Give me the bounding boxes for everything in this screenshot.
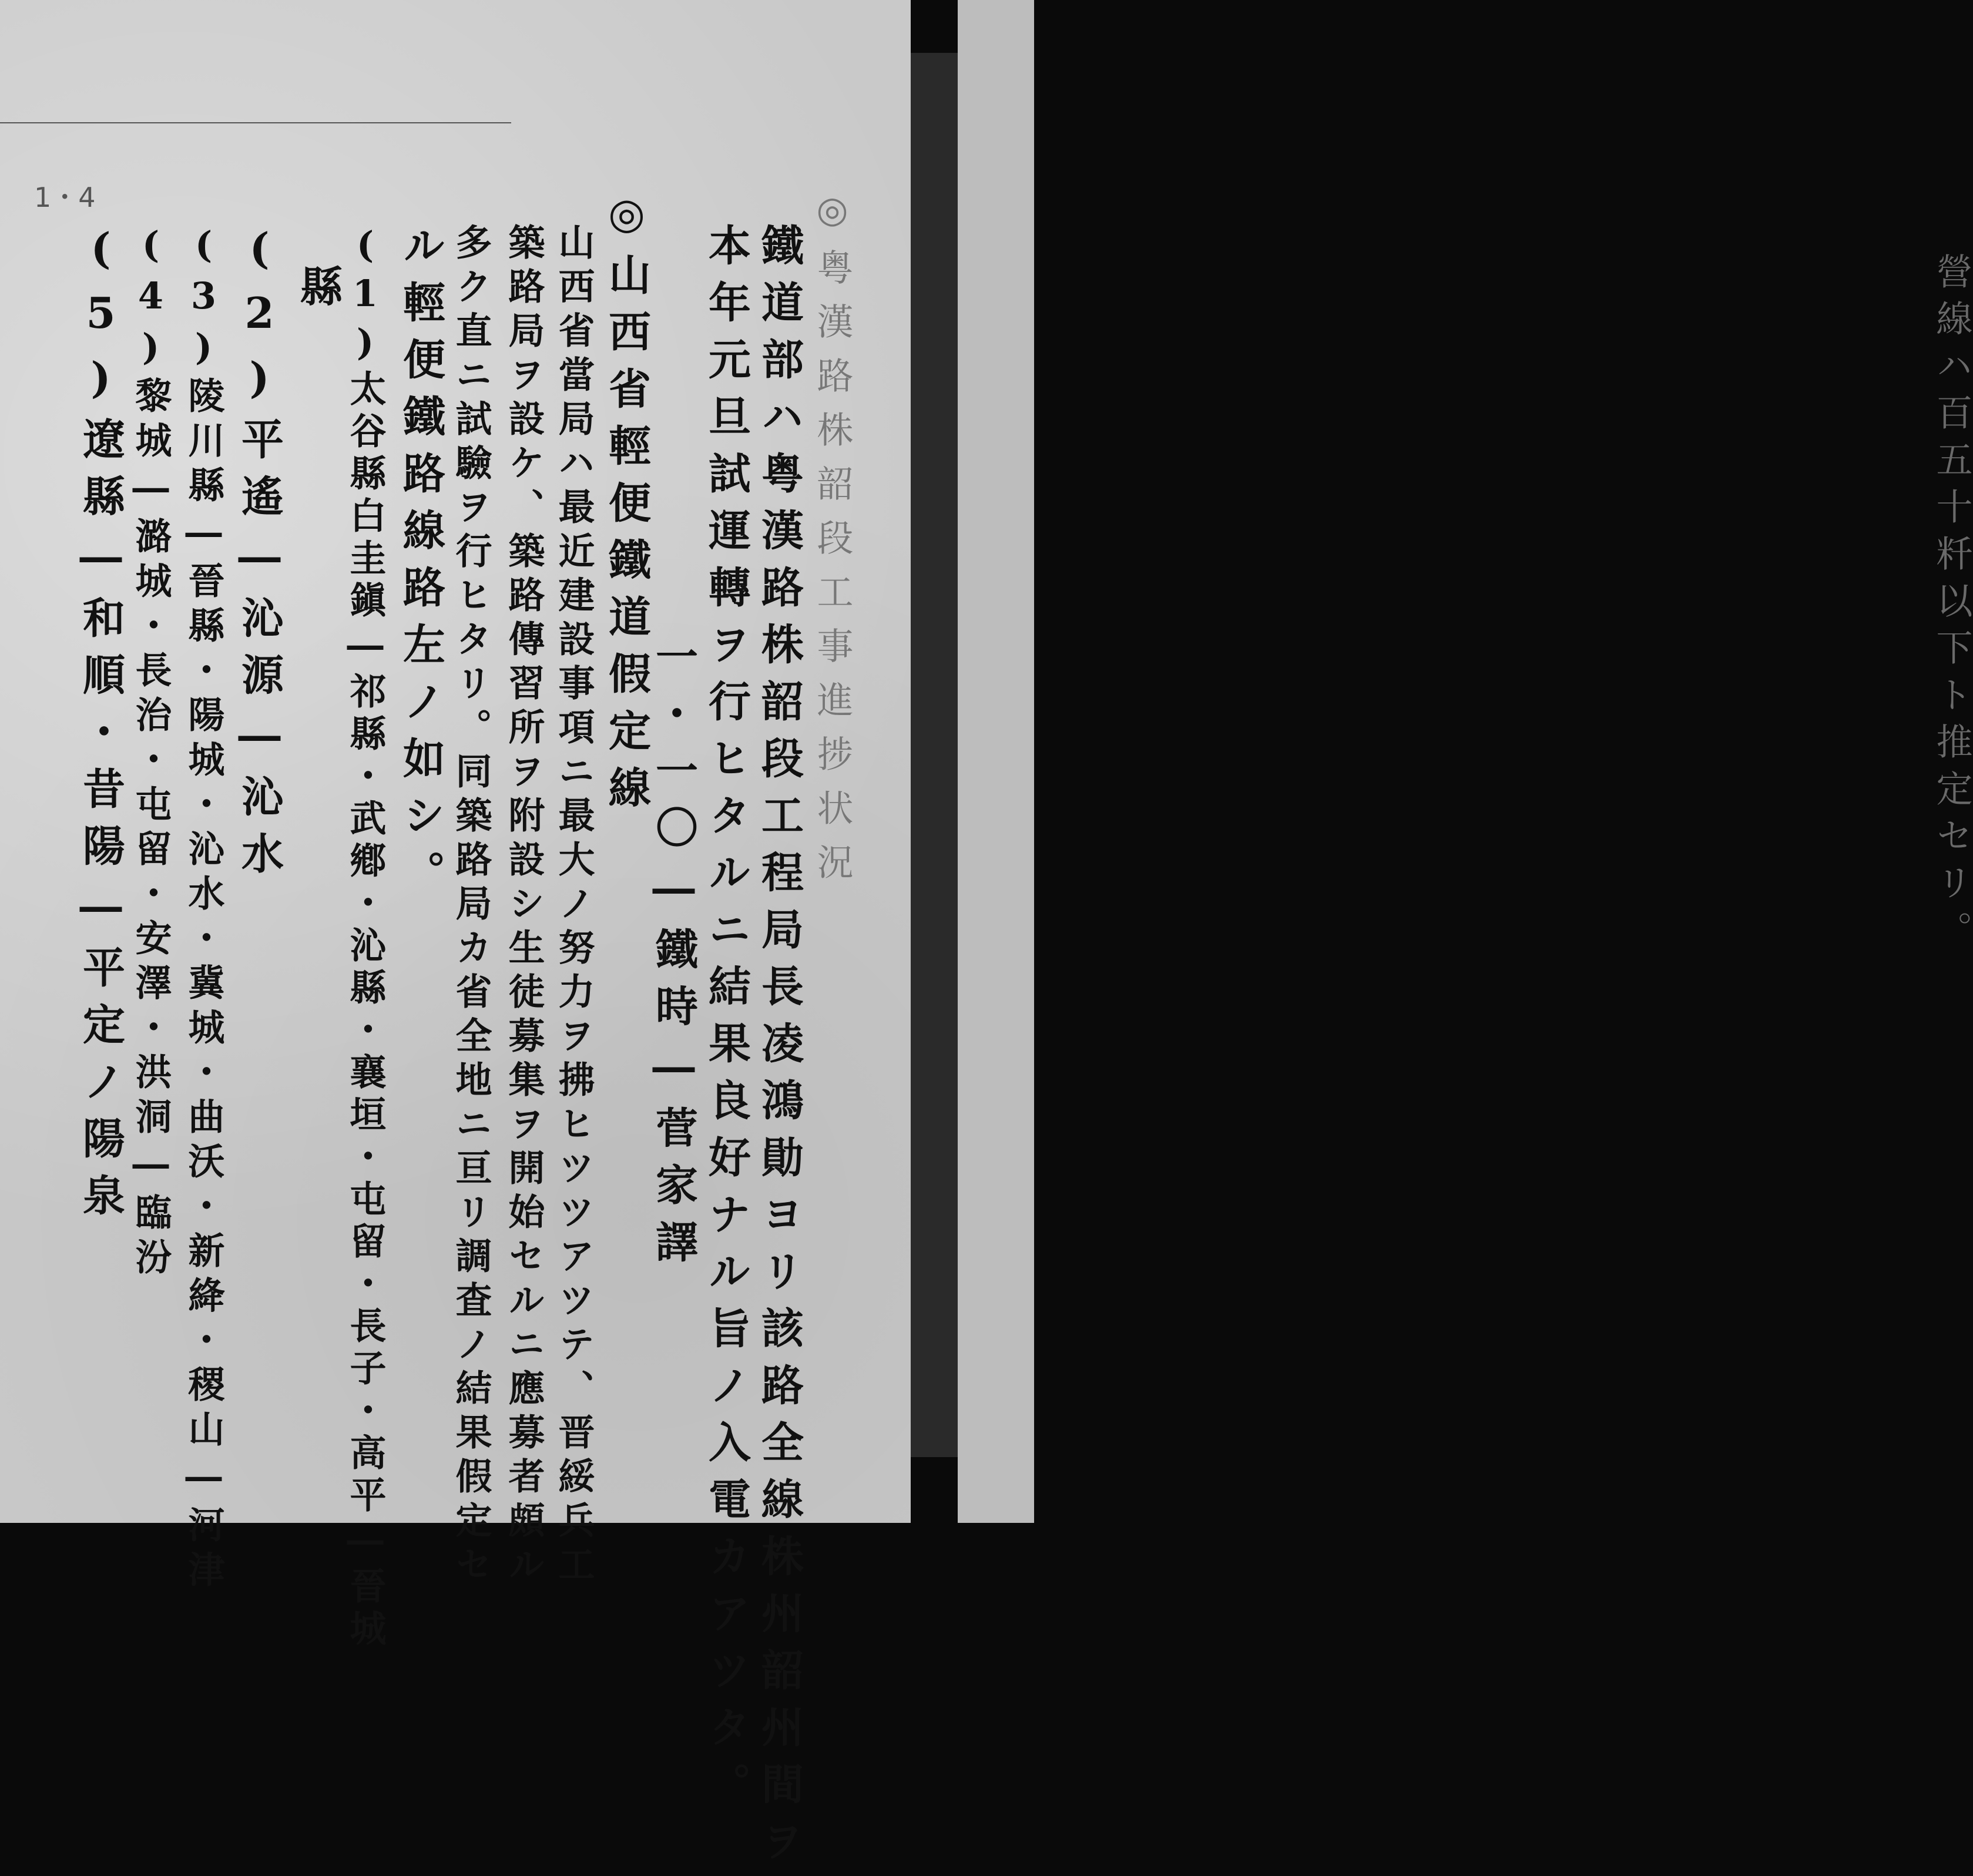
route-1: (1)太谷縣白圭鎭―祁縣・武鄕・沁縣・襄垣・屯留・長子・高平―晉城: [344, 223, 387, 1652]
article-2-line-3: 多ク直ニ試驗ヲ行ヒタリ。同築路局カ省全地ニ亘リ調査ノ結果假定セ: [449, 223, 492, 1589]
document-page: [0, 0, 911, 1876]
route-1-continued: 縣: [293, 264, 343, 321]
article-heading-1: ◎粤漢路株韶段工事進捗状況: [811, 188, 854, 897]
article-1-line-2: 本年元旦試運轉ヲ行ヒタルニ結果良好ナル旨ノ入電カアツタ。: [702, 223, 751, 1819]
article-2-line-4: ル輕便鐵路線路左ノ如シ。: [396, 223, 446, 907]
article-2-line-1: 山西省當局ハ最近建設事項ニ最大ノ努力ヲ拂ヒツツアツテ、晋綏兵工: [552, 223, 595, 1589]
page-number: 1・4: [34, 182, 96, 213]
route-3: (3)陵川縣―晉縣・陽城・沁水・冀城・曲沃・新絳・稷山―河津: [182, 223, 225, 1595]
adjacent-page-text: 營線ハ百五十粁以下ト推定セリ。: [1930, 253, 1973, 958]
book-gutter: [911, 53, 958, 1457]
article-2-line-2: 築路局ヲ設ケ、築路傳習所ヲ附設シ生徒募集ヲ開始セルニ應募者頗ル: [502, 223, 545, 1589]
route-4: (4)黎城―潞城・長治・屯留・安澤・洪洞―臨汾: [129, 223, 172, 1283]
route-5: (5)遼縣―和順・昔陽―平定ノ陽泉: [76, 223, 126, 1230]
article-1-line-1: 鐵道部ハ粤漢路株韶段工程局長凌鴻勛ヨリ該路全線株州韶州間ヲ: [754, 223, 804, 1876]
adjacent-page: [958, 0, 1973, 1523]
article-heading-2: ◎山西省輕便鐵道假定線: [602, 188, 652, 823]
header-rule: [0, 122, 511, 123]
route-2: (2)平遙―沁源―沁水: [234, 223, 284, 888]
article-1-source: 一・一〇―鐵時―菅家譯: [649, 635, 699, 1277]
